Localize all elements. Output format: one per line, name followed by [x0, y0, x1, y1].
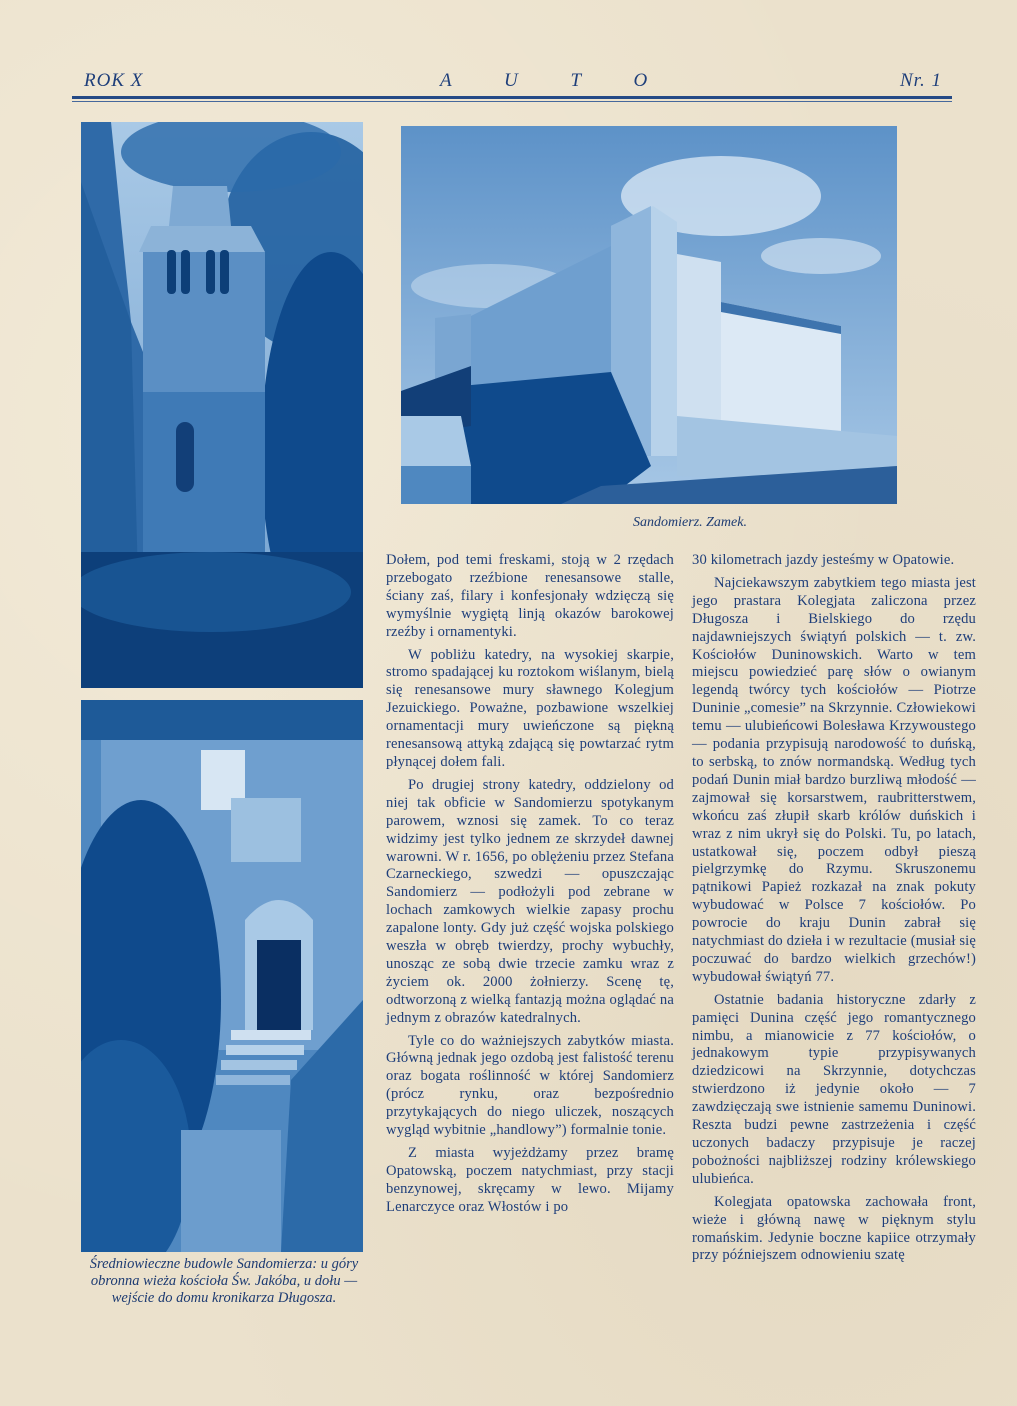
article-column-middle	[386, 552, 674, 1222]
dlugosz-house-image	[81, 700, 363, 1252]
header-rule	[72, 96, 952, 99]
photo-sandomierz-castle	[401, 126, 897, 504]
paragraph: 30 kilometrach jazdy jesteśmy w Opatowie.	[692, 552, 955, 568]
paragraph: Tyle co do ważniejszych zabytków miasta. Główną jednak jego ozdobą jest falistość terenu oraz bogata roślinność w której Sandomierz (prócz rynku, oraz bezpośrednio przytykających do niego uliczek, noszących wygląd wybitnie „handlowy”) formalnie tonie.	[386, 1032, 674, 1139]
photo-dlugosz-house	[81, 700, 363, 1252]
paragraph: W pobliżu katedry, na wysokiej skarpie, stromo spadającej ku roztokom wiślanym, bielą się renesansowe mury sławnego Kolegjum Jezuickiego. Poważne, pozbawione wszelkiej ornamentacji mury uwieńczone są piękną renesansową attyką zdającą się powtarzać rytm płynącej dołem fali.	[386, 646, 674, 770]
paragraph: Z miasta wyjeżdżamy przez bramę Opatowską, poczem natychmiast, przy stacji benzynowej, skręcamy w lewo. Mijamy Lenarczyce oraz Włostów i po	[386, 1145, 674, 1215]
volume-label: ROK X	[84, 70, 144, 91]
paragraph: Po drugiej strony katedry, oddzielony od niej tak obficie w Sandomierzu spotykanym parowem, wznosi się zamek. To co teraz widzimy jest tylko jednem ze skrzydeł dawnej warowni. W r. 1656, po oblężeniu przez Stefana Czarneckiego, szwedzi — opuszczając Sandomierz — podłożyli pod zebrane w lochach zamkowych wielkie zapasy prochu zapalone lonty. Gdy już część wojska polskiego weszła w obręb twierdzy, prochy wybuchły, unosząc ze sobą dwie trzecie zamku wraz z życiem ok. 2000 żołnierzy. Scenę tę, odtworzoną z wielką fantazją można oglądać na jednym z obrazów katedralnych.	[386, 776, 674, 1026]
caption-left-photos: Średniowieczne budowle Sandomierza: u góry obronna wieża kościoła Św. Jakóba, u dołu — wejście do domu kronikarza Długosza.	[89, 1256, 359, 1306]
paragraph: Kolegjata opatowska zachowała front, wieże i główną nawę w pięknym stylu romańskim. Jedynie boczne kapiice otrzymały przy późniejszem odnowieniu szatę	[692, 1193, 976, 1264]
caption-castle: Sandomierz. Zamek.	[633, 515, 747, 530]
header-rule-thin	[72, 101, 952, 102]
article-column-right	[692, 552, 976, 1270]
paragraph: Dołem, pod temi freskami, stoją w 2 rzędach przebogato rzeźbione renesansowe stalle, ściany zaś, filary i konfesjonały wdzięczą się wymyślnie wygiętą linją okazów barokowej rzeźby i ornamentyki.	[386, 552, 674, 640]
photo-church-tower	[81, 122, 363, 688]
paragraph: Najciekawszym zabytkiem tego miasta jest jego prastara Kolegjata zaliczona przez Długosza i Bielskiego do rzędu najdawniejszych świątyń polskich — t. zw. Kościołów Duninowskich. Warto w tem miejscu powiedzieć parę słów o owianym legendą twórcy tych kościołów — Piotrze Duninie „comesie” na Skrzynnie. Człowiekowi temu — ulubieńcowi Bolesława Krzywoustego — podania przypisują narodowość to duńską, to serbską, to znów normandską. Według tych podań Dunin miał bardzo burzliwą młodość — zajmował się korsarstwem, raubritterstwem, wkońcu zaś złupił skarb królów duńskich i wraz z nim ukrył się do Polski. Tu, po latach, ustatkował się, poczem odbył pieszą pielgrzymkę do Rzymu. Skruszonemu pątnikowi Papież rozkazał na znak pokuty wybudować w Polsce 7 kościołów. Po powrocie do kraju Dunin zabrał się natychmiast do dzieła i w rezultacie (musiał się poczuwać do bardzo wielkich grzechów!) wybudował świątyń 77.	[692, 574, 976, 985]
magazine-title: A U T O	[440, 70, 672, 91]
issue-number: Nr. 1	[900, 70, 942, 91]
castle-image	[401, 126, 897, 504]
church-tower-image	[81, 122, 363, 688]
paragraph: Ostatnie badania historyczne zdarły z pamięci Dunina część jego romantycznego nimbu, a mianowicie z 77 kościołów, o jednakowym typie przypisywanych dziedzicowi na Skrzynnie, dotychczas stwierdzono iż jedynie około — 7 zawdzięczają swe istnienie samemu Duninowi. Reszta budzi pewne zastrzeżenia i część uczonych badaczy przypisuje je raczej pobożności najbliższej rodziny królewskiego ulubieńca.	[692, 991, 976, 1187]
